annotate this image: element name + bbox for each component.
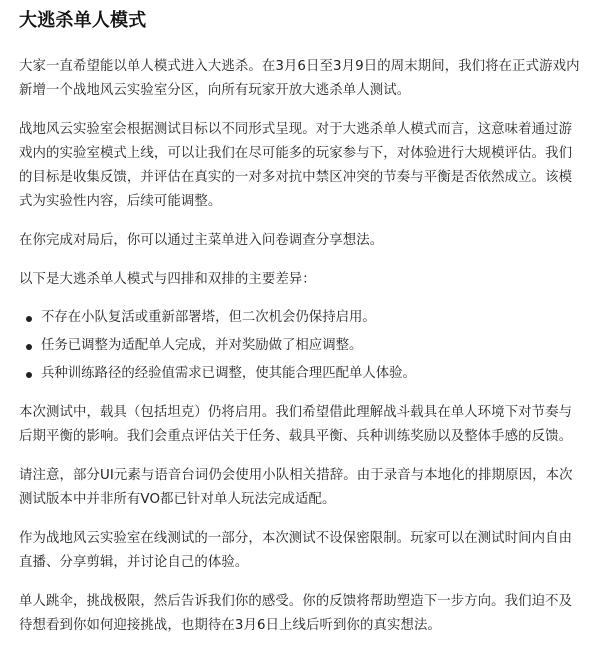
intro-paragraph: 大家一直希望能以单人模式进入大逃杀。在3月6日至3月9日的周末期间，我们将在正式游戏内新增一个战地风云实验室分区，向所有玩家开放大逃杀单人测试。 [19, 59, 580, 98]
vehicles-paragraph: 本次测试中，载具（包括坦克）仍将启用。我们希望借此理解战斗载具在单人环境下对节奏与后期平衡的影响。我们会重点评估关于任务、载具平衡、兵种训练奖励以及整体手感的反馈。 [19, 405, 573, 444]
list-item [19, 362, 580, 386]
survey-paragraph: 在你完成对局后，你可以通过主菜单进入问卷调查分享想法。 [19, 233, 384, 248]
article-title: 大逃杀单人模式 [19, 10, 147, 31]
closing-paragraph: 单人跳伞，挑战极限，然后告诉我们你的感受。你的反馈将帮助塑造下一步方向。我们迫不及待想看到你如何迎接挑战，也期待在3月6日上线后听到你的真实想法。 [19, 594, 573, 633]
list-item-text: 兵种训练路径的经验值需求已调整，使其能合理匹配单人体验。 [41, 366, 416, 381]
bullet-icon [26, 316, 32, 322]
differences-intro-paragraph: 以下是大逃杀单人模式与四排和双排的主要差异： [19, 272, 316, 287]
list-item [19, 334, 580, 358]
bullet-icon [26, 372, 32, 378]
list-item [19, 306, 580, 330]
differences-list [19, 306, 580, 386]
lab-description-paragraph: 战地风云实验室会根据测试目标以不同形式呈现。对于大逃杀单人模式而言，这意味着通过游戏内的实验室模式上线，可以让我们在尽可能多的玩家参与下，对体验进行大规模评估。我们的目标是收集反馈，并评估在真实的一对多对抗中禁区冲突的节奏与平衡是否依然成立。该模式为实验性内容，后续可能调整。 [19, 122, 573, 209]
list-item-text: 任务已调整为适配单人完成，并对奖励做了相应调整。 [41, 338, 363, 353]
bullet-icon [26, 344, 32, 350]
ui-notice-paragraph: 请注意，部分UI元素与语音台词仍会使用小队相关措辞。由于录音与本地化的排期原因，本次测试版本中并非所有VO都已针对单人玩法完成适配。 [19, 468, 573, 507]
streaming-paragraph: 作为战地风云实验室在线测试的一部分，本次测试不设保密限制。玩家可以在测试时间内自由直播、分享剪辑，并讨论自己的体验。 [19, 531, 573, 570]
list-item-text: 不存在小队复活或重新部署塔，但二次机会仍保持启用。 [41, 310, 376, 325]
